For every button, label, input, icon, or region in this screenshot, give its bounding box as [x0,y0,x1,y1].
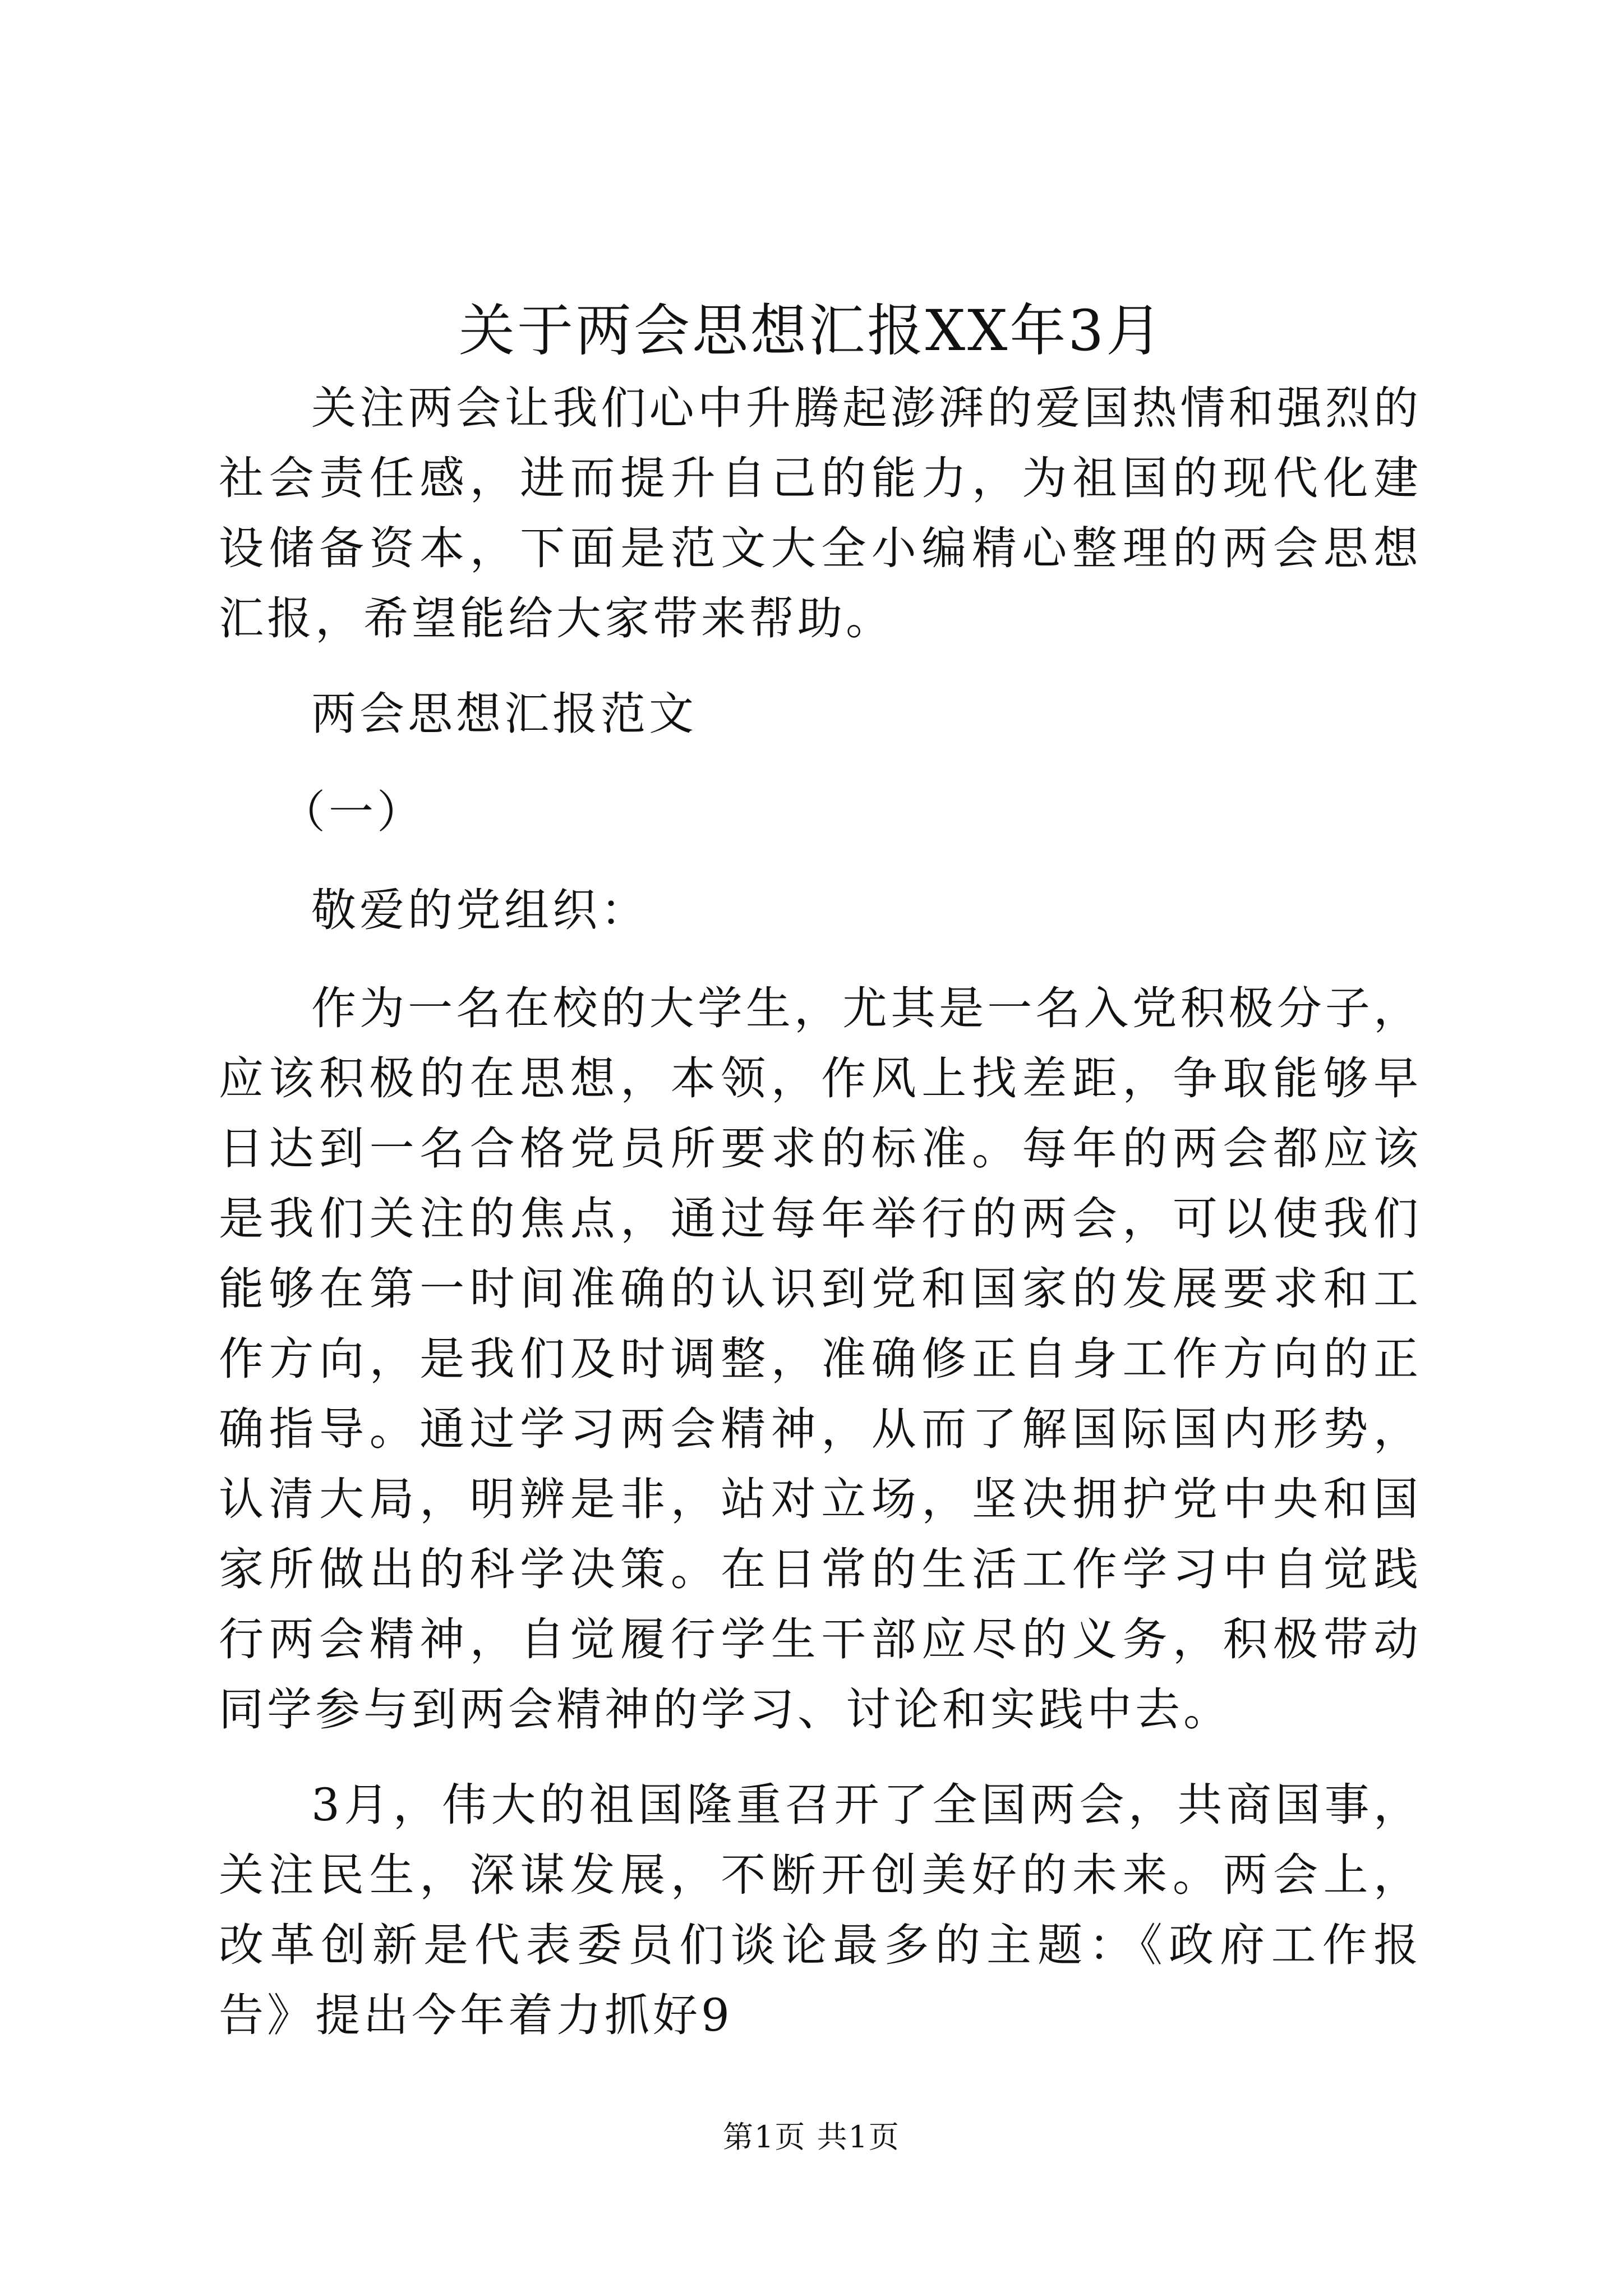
salutation: 敬爱的党组织： [311,884,649,936]
intro-paragraph: 关注两会让我们心中升腾起澎湃的爱国热情和强烈的社会责任感，进而提升自己的能力，为祖国的现代化建设储备资本，下面是范文大全小编精心整理的两会思想汇报，希望能给大家带来帮助。 [219,382,1422,645]
page-footer: 第1页 共1页 [723,2119,900,2155]
body-paragraph-2: 3月，伟大的祖国隆重召开了全国两会，共商国事，关注民生，深谋发展，不断开创美好的未来。两会上，改革创新是代表委员们谈论最多的主题：《政府工作报告》提出今年着力抓好9 [219,1779,1422,2041]
body-paragraph-1: 作为一名在校的大学生，尤其是一名入党积极分子，应该积极的在思想，本领，作风上找差距，争取能够早日达到一名合格党员所要求的标准。每年的两会都应该是我们关注的焦点，通过每年举行的两会，可以使我们能够在第一时间准确的认识到党和国家的发展要求和工作方向，是我们及时调整，准确修正自身工作方向的正确指导。通过学习两会精神，从而了解国际国内形势，认清大局，明辨是非，站对立场，坚决拥护党中央和国家所做出的科学决策。在日常的生活工作学习中自觉践行两会精神，自觉履行学生干部应尽的义务，积极带动同学参与到两会精神的学习、讨论和实践中去。 [219,982,1422,1736]
section-heading: 两会思想汇报范文 [311,688,697,740]
document-body [219,373,1422,2076]
document-title: 关于两会思想汇报XX年3月 [458,298,1164,364]
section-number: （一） [280,786,425,838]
